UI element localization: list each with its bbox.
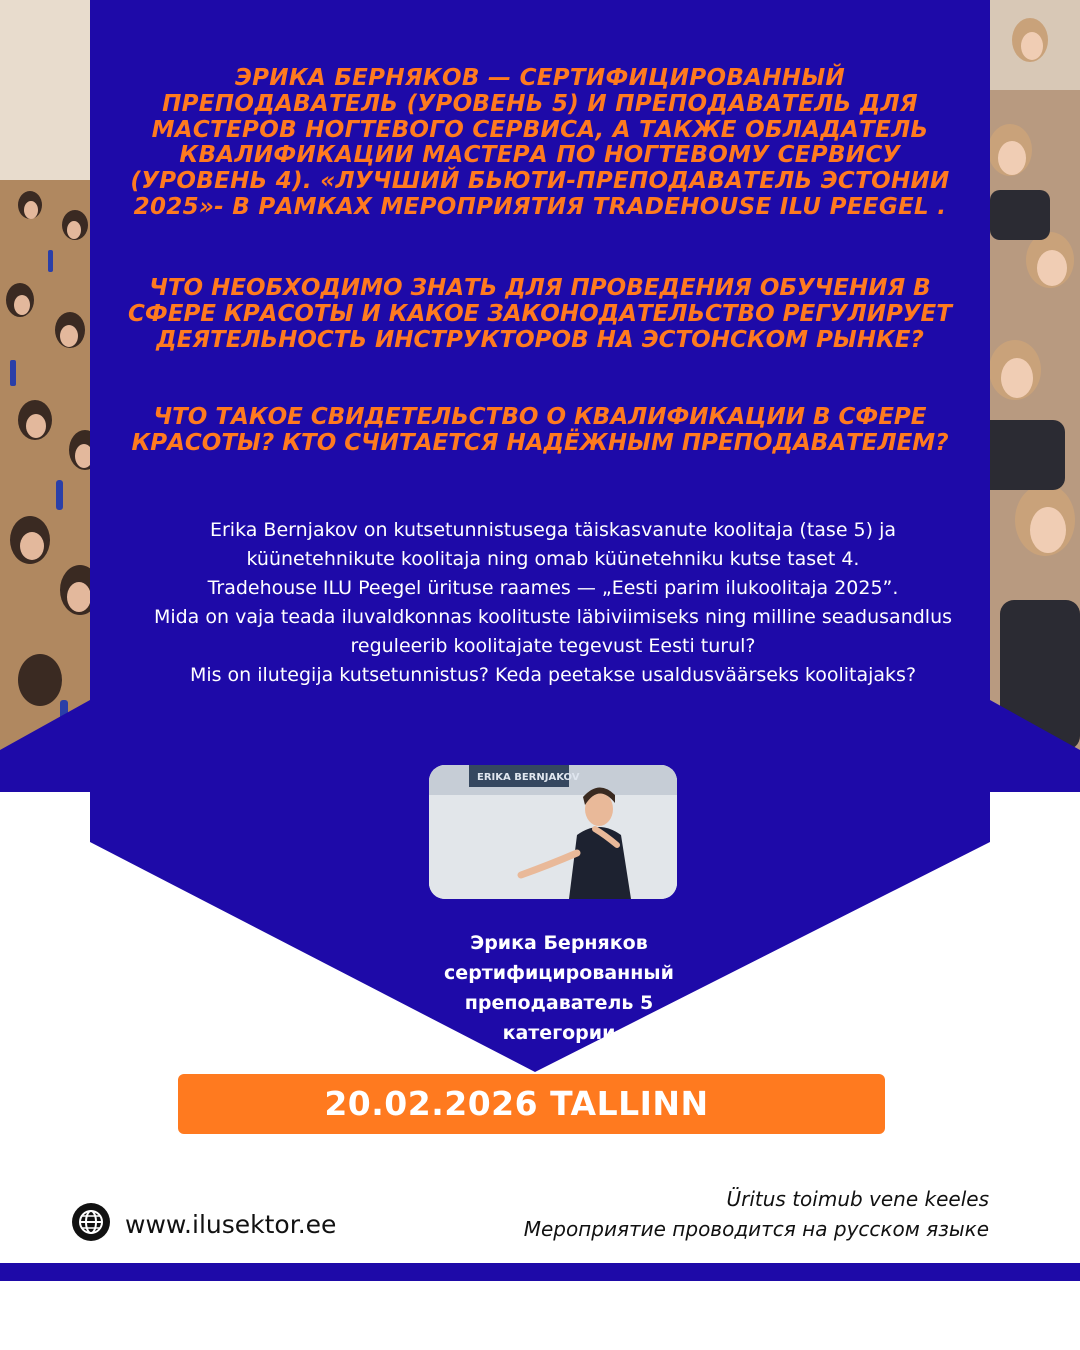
- speaker-caption: [400, 928, 718, 1048]
- language-note-estonian: Üritus toimub vene keeles: [726, 1187, 989, 1211]
- description-line: reguleerib koolitajate tegevust Eesti turul?: [350, 635, 756, 657]
- globe-icon: [72, 1203, 110, 1241]
- language-note: [429, 1184, 989, 1244]
- website-link[interactable]: www.ilusektor.ee: [125, 1210, 337, 1239]
- description-line: küünetehnikute koolitaja ning omab küünetehniku kutse taset 4.: [246, 548, 860, 570]
- speaker-title-line: категории: [502, 1022, 616, 1044]
- photo-banner-text: ERIKA BERNJAKOV: [477, 772, 580, 783]
- bottom-stripe: [0, 1263, 1080, 1281]
- speaker-title-line: сертифицированный: [444, 962, 674, 984]
- event-date-banner: 20.02.2026 TALLINN: [178, 1074, 885, 1134]
- description-line: Erika Bernjakov on kutsetunnistusega täiskasvanute koolitaja (tase 5) ja: [209, 519, 897, 541]
- speaker-title-line: преподаватель 5: [464, 992, 654, 1014]
- description-line: Mis on ilutegija kutsetunnistus? Keda peetakse usaldusväärseks koolitajaks?: [189, 664, 917, 686]
- language-note-russian: Мероприятие проводится на русском языке: [523, 1217, 989, 1241]
- speaker-name: Эрика Берняков: [470, 932, 648, 954]
- description-line: Mida on vaja teada iluvaldkonnas koolituste läbiviimiseks ning milline seadusandlus: [153, 606, 953, 628]
- speaker-photo: [429, 765, 677, 899]
- headline-question-2: ЧТО ТАКОЕ СВИДЕТЕЛЬСТВО О КВАЛИФИКАЦИИ В СФЕРЕ КРАСОТЫ? КТО СЧИТАЕТСЯ НАДЁЖНЫМ ПРЕПОДАВАТЕЛЕМ?: [131, 404, 949, 456]
- headline-question-1: ЧТО НЕОБХОДИМО ЗНАТЬ ДЛЯ ПРОВЕДЕНИЯ ОБУЧЕНИЯ В СФЕРЕ КРАСОТЫ И КАКОЕ ЗАКОНОДАТЕЛЬСТВО РЕГУЛИРУЕТ ДЕЯТЕЛЬНОСТЬ ИНСТРУКТОРОВ НА ЭСТОНСКОМ РЫНКЕ?: [128, 275, 952, 353]
- description-line: Tradehouse ILU Peegel ürituse raames — „Eesti parim ilukoolitaja 2025”.: [207, 577, 899, 599]
- estonian-description: [130, 516, 976, 690]
- headline-intro: ЭРИКА БЕРНЯКОВ — СЕРТИФИЦИРОВАННЫЙ ПРЕПОДАВАТЕЛЬ (УРОВЕНЬ 5) И ПРЕПОДАВАТЕЛЬ ДЛЯ МАСТЕРОВ НОГТЕВОГО СЕРВИСА, А ТАКЖЕ ОБЛАДАТЕЛЬ КВАЛИФИКАЦИИ МАСТЕРА ПО НОГТЕВОМУ СЕРВИСУ (УРОВЕНЬ 4). «ЛУЧШИЙ БЬЮТИ-ПРЕПОДАВАТЕЛЬ ЭСТОНИИ 2025»- В РАМКАХ МЕРОПРИЯТИЯ TRADEHOUSE ILU PEEGEL .: [130, 65, 950, 220]
